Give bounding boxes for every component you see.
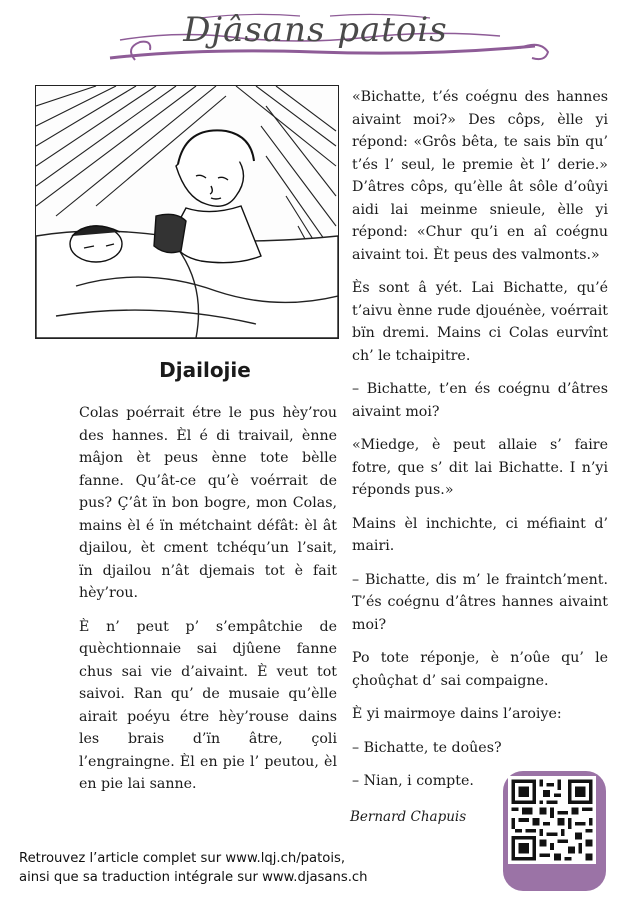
paragraph: «Miedge, è peut allaie s’ faire fotre, que s’ dit lai Bichatte. I n’yi réponds pus.» [352,437,608,498]
paragraph: – Bichatte, te doûes? [352,739,502,756]
paragraph: È yi mairmoye dains l’aroiye: [352,706,562,722]
footer-line: Retrouvez l’article complet sur www.lqj.ch/patois, [19,851,346,866]
engraving-icon [36,86,338,338]
paragraph: – Bichatte, t’en és coégnu d’âtres aivaint moi? [352,381,608,420]
footer-line: ainsi que sa traduction intégrale sur www.djasans.ch [19,870,368,885]
footer-note [19,849,479,887]
article-title: Djailojie [159,358,251,382]
paragraph: Ès sont â yét. Lai Bichatte, qu’é t’aivu ènne rude djouénèe, voérrait bïn dremi. Mains ci Colas eurvînt ch’ le tchaipitre. [352,280,608,364]
paragraph: Po tote réponje, è n’oûe qu’ le çhoûçhat d’ sai compaigne. [352,650,608,689]
header-banner [0,0,631,70]
qr-code-icon[interactable] [508,776,596,864]
right-column [352,86,608,804]
paragraph: – Bichatte, dis m’ le fraintch’ment. T’és coégnu d’âtres hannes aivaint moi? [352,571,608,633]
author-name: Bernard Chapuis [350,809,467,825]
header-title: Djâsans patois [183,10,448,50]
paragraph: – Nian, i compte. [352,773,474,789]
paragraph: Colas poérrait étre le pus hèy’rou des hannes. Èl é di traivail, ènne mâjon èt peus ènne tote bèlle fanne. Qu’ât-ce qu’è voérrait de pus? Ç’ât ïn bon bogre, mon Colas, mains èl é ïn métchaint défât: èl ât djailou, èt cment tchéqu’un l’sait, ïn djailou n’ât djemais tot è fait hèy’rou. [79,405,337,601]
paragraph: È n’ peut p’ s’empâtchie de quèchtionnaie sai djûene fanne chus sai vie d’aivaint. È veut tot saivoi. Ran qu’ de musaie qu’èlle airait poéyu étre hèy’rouse dains les brais d’ïn âtre, çoli l’engraingne. Èl en pie l’ peutou, èl en pie lai sanne. [79,618,337,792]
paragraph: Mains èl inchichte, ci méfiaint d’ mairi. [352,515,608,554]
left-column [79,402,337,807]
article-illustration [35,85,339,339]
paragraph: «Bichatte, t’és coégnu des hannes aivaint moi?» Des côps, èlle yi répond: «Grôs bêta, te sais bïn qu’ t’és l’ seul, le premie èt l’ derie.» D’âtres côps, qu’èlle ât sôle d’oûyi aidi lai meinme snieule, èlle yi répond: «Chur qu’i en aî coégnu aivaint toi. Èt peus des valmonts.» [352,89,608,263]
